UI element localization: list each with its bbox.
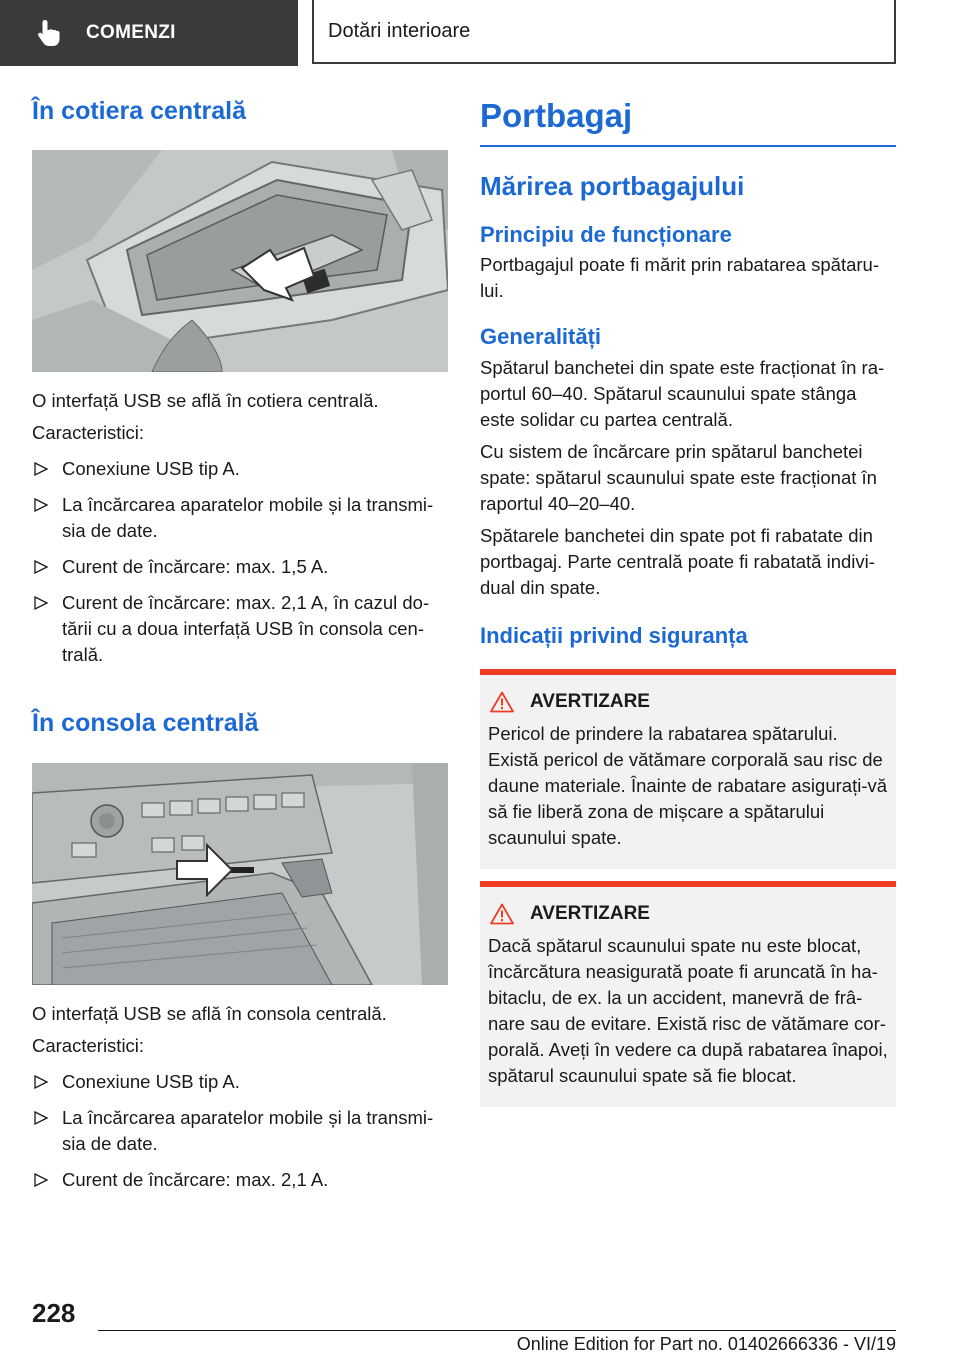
- heading-principle: Principiu de funcționare: [480, 221, 732, 247]
- console-usb-illustration: [32, 763, 448, 985]
- list-item: [32, 554, 448, 580]
- list-item: [32, 456, 448, 482]
- warning-box-2: [480, 881, 896, 1107]
- list-item-text: Conexiune USB tip A.: [62, 458, 240, 480]
- page-number: 228: [32, 1298, 76, 1328]
- triangle-bullet-icon: [34, 1173, 48, 1187]
- console-usb-drawing: [32, 763, 448, 985]
- armrest-features-list: [32, 456, 448, 668]
- chapter-label: Dotări interioare: [328, 19, 471, 42]
- warning-text: Dacă spătarul scaunului spate nu este blocat, încărcătura neasigurată poate fi aruncată în habitaclu, de ex. la un accident, manevră de frânare sau de evitare. Există risc de vătămare corporală. Aveți în vedere ca după rabatarea înapoi, spătarul scaunului spate să fie blocat.: [488, 934, 888, 1086]
- general-paragraph-1: Spătarul banchetei din spate este fracționat în raportul 60–40. Spătarul scaunului spate stânga este solidar cu partea centrală.: [480, 356, 885, 430]
- console-features-list: [32, 1069, 448, 1193]
- warning-header: [488, 901, 888, 927]
- edition-text: Online Edition for Part no. 01402666336 - VI/19: [516, 1334, 896, 1354]
- general-paragraph-2: Cu sistem de încărcare prin spătarul banchetei spate: spătarul scaunului spate este fracționat în raportul 40–20–40.: [480, 440, 877, 514]
- section-label: COMENZI: [86, 22, 176, 43]
- armrest-features-label: Caracteristici:: [32, 422, 145, 444]
- list-item-text: Curent de încărcare: max. 2,1 A, în cazul dotării cu a doua interfață USB în consola centrală.: [62, 592, 430, 666]
- list-item-text: La încărcarea aparatelor mobile și la transmisia de date.: [62, 1106, 434, 1154]
- list-item: [32, 1069, 448, 1095]
- section-title-console: În consola centrală: [32, 709, 259, 738]
- triangle-bullet-icon: [34, 560, 48, 574]
- list-item-text: Conexiune USB tip A.: [62, 1070, 240, 1092]
- list-item-text: Curent de încărcare: max. 1,5 A.: [62, 556, 329, 578]
- triangle-bullet-icon: [34, 1111, 48, 1125]
- list-item: [32, 492, 448, 544]
- armrest-usb-drawing: [32, 150, 448, 372]
- armrest-usb-illustration: [32, 150, 448, 372]
- triangle-bullet-icon: [34, 462, 48, 476]
- armrest-intro: O interfață USB se află în cotiera centrală.: [32, 390, 379, 412]
- triangle-bullet-icon: [34, 1075, 48, 1089]
- chapter-title-trunk: Portbagaj: [480, 97, 633, 134]
- chapter-tab: [312, 0, 896, 64]
- footer-rule: [98, 1330, 896, 1331]
- warning-triangle-icon: [490, 691, 514, 713]
- warning-box-1: [480, 669, 896, 869]
- triangle-bullet-icon: [34, 596, 48, 610]
- heading-safety: Indicații privind siguranța: [480, 622, 748, 648]
- list-item-text: Curent de încărcare: max. 2,1 A.: [62, 1168, 329, 1190]
- title-rule: [480, 145, 896, 147]
- list-item: [32, 1167, 448, 1193]
- console-intro: O interfață USB se află în consola centrală.: [32, 1002, 387, 1024]
- general-paragraph-3: Spătarele banchetei din spate pot fi rabatate din portbagaj. Parte centrală poate fi rabatată individual din spate.: [480, 524, 875, 598]
- list-item: [32, 590, 448, 668]
- list-item: [32, 1105, 448, 1157]
- list-item-text: La încărcarea aparatelor mobile și la transmisia de date.: [62, 494, 434, 542]
- heading-general: Generalități: [480, 324, 602, 350]
- section-title-armrest: În cotiera centrală: [32, 97, 246, 125]
- triangle-bullet-icon: [34, 498, 48, 512]
- console-features-label: Caracteristici:: [32, 1034, 145, 1056]
- left-column: [32, 96, 448, 1193]
- page-header: [0, 0, 960, 66]
- warning-header: [488, 689, 888, 715]
- hand-pointer-icon: [34, 18, 64, 48]
- warning-label: AVERTIZARE: [530, 902, 650, 924]
- right-column: [480, 96, 896, 1107]
- section-title-enlarge: Mărirea portbagajului: [480, 170, 745, 201]
- principle-text: Portbagajul poate fi mărit prin rabatarea spătarului.: [480, 254, 880, 302]
- warning-triangle-icon: [490, 903, 514, 925]
- warning-label: AVERTIZARE: [530, 690, 650, 712]
- warning-text: Pericol de prindere la rabatarea spătarului. Există pericol de vătămare corporală sau risc de daune materiale. Înainte de rabatare asigurați-vă să fie liberă zona de mișcare a spătarului scaunului spate.: [488, 722, 888, 848]
- section-tab: [0, 0, 298, 66]
